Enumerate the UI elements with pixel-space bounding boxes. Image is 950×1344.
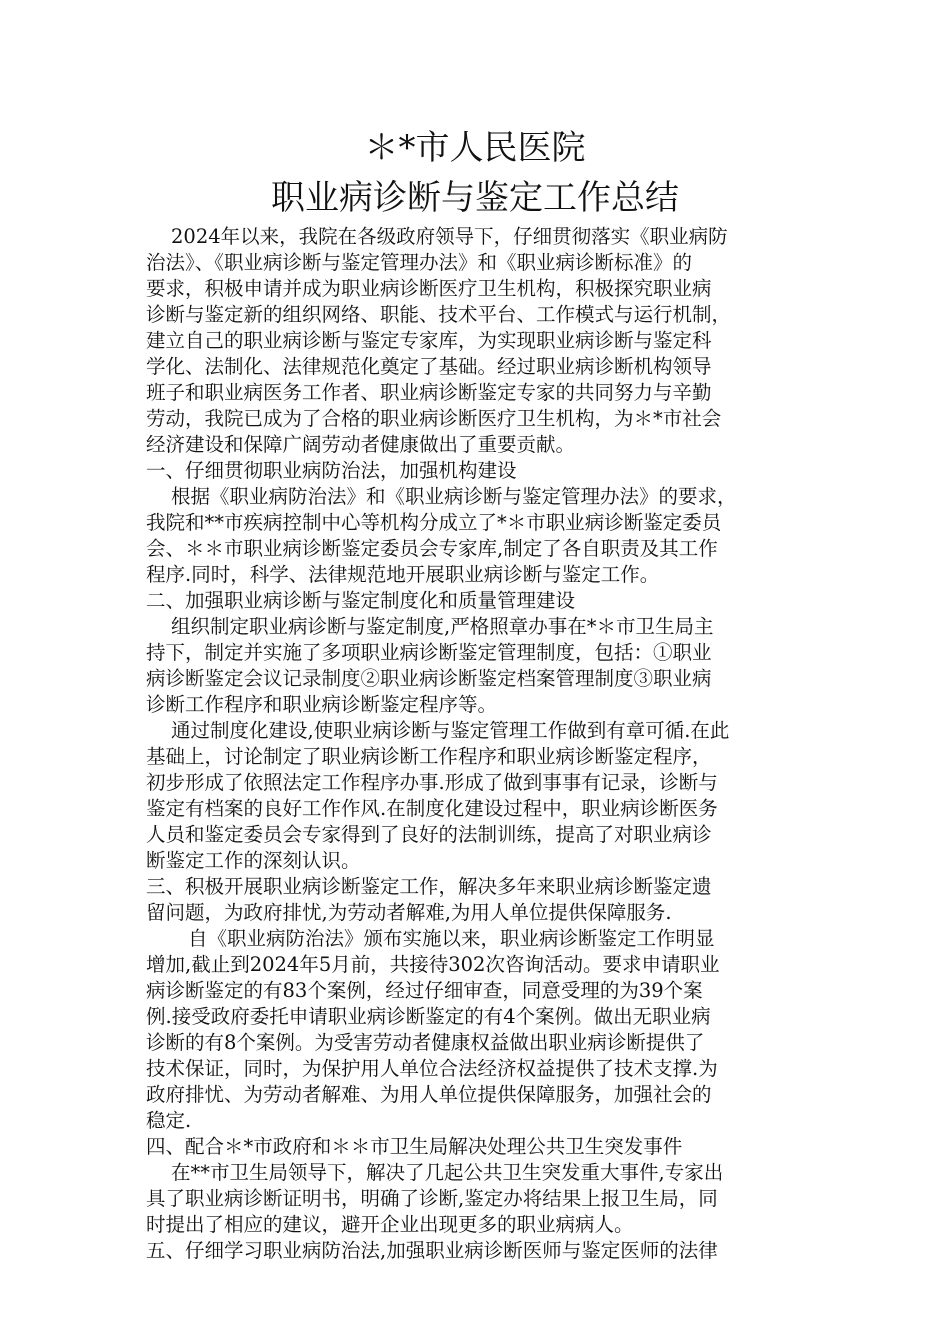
body-line: 会、＊＊市职业病诊断鉴定委员会专家库,制定了各自职责及其工作 bbox=[146, 537, 718, 560]
body-line: 留问题，为政府排忧,为劳动者解难,为用人单位提供保障服务. bbox=[146, 901, 672, 924]
body-line: 自《职业病防治法》颁布实施以来，职业病诊断鉴定工作明显 bbox=[188, 927, 715, 950]
report-body bbox=[146, 224, 816, 1264]
body-line: 稳定. bbox=[146, 1109, 192, 1132]
section-heading-1: 一、仔细贯彻职业病防治法，加强机构建设 bbox=[146, 459, 517, 482]
body-line: 通过制度化建设,使职业病诊断与鉴定管理工作做到有章可循.在此 bbox=[171, 719, 730, 742]
body-line: 劳动，我院已成为了合格的职业病诊断医疗卫生机构，为＊*市社会 bbox=[146, 407, 722, 430]
body-line: 断鉴定工作的深刻认识。 bbox=[146, 849, 361, 872]
body-line: 要求，积极申请并成为职业病诊断医疗卫生机构，积极探究职业病 bbox=[146, 277, 712, 300]
body-line: 学化、法制化、法律规范化奠定了基础。经过职业病诊断机构领导 bbox=[146, 355, 712, 378]
body-line: 诊断与鉴定新的组织网络、职能、技术平台、工作模式与运行机制， bbox=[146, 303, 732, 326]
body-line: 初步形成了依照法定工作程序办事.形成了做到事事有记录，诊断与 bbox=[146, 771, 718, 794]
body-line: 诊断工作程序和职业病诊断鉴定程序等。 bbox=[146, 693, 498, 716]
section-heading-2: 二、加强职业病诊断与鉴定制度化和质量管理建设 bbox=[146, 589, 576, 612]
body-line: 班子和职业病医务工作者、职业病诊断鉴定专家的共同努力与辛勤 bbox=[146, 381, 712, 404]
report-title: 职业病诊断与鉴定工作总结 bbox=[271, 178, 679, 218]
section-heading-5: 五、仔细学习职业病防治法,加强职业病诊断医师与鉴定医师的法律 bbox=[146, 1239, 718, 1262]
body-line: 经济建设和保障广阔劳动者健康做出了重要贡献。 bbox=[146, 433, 576, 456]
body-line: 病诊断鉴定的有83个案例，经过仔细审查，同意受理的为39个案 bbox=[146, 979, 703, 1002]
body-line: 例.接受政府委托申请职业病诊断鉴定的有4个案例。做出无职业病 bbox=[146, 1005, 711, 1028]
section-heading-3: 三、积极开展职业病诊断鉴定工作，解决多年来职业病诊断鉴定遗 bbox=[146, 875, 712, 898]
body-line: 时提出了相应的建议，避开企业出现更多的职业病病人。 bbox=[146, 1213, 634, 1236]
body-line: 根据《职业病防治法》和《职业病诊断与鉴定管理办法》的要求， bbox=[171, 485, 737, 508]
body-line: 2024年以来，我院在各级政府领导下，仔细贯彻落实《职业病防 bbox=[171, 225, 728, 248]
body-line: 建立自己的职业病诊断与鉴定专家库，为实现职业病诊断与鉴定科 bbox=[146, 329, 712, 352]
body-line: 程序.同时，科学、法律规范地开展职业病诊断与鉴定工作。 bbox=[146, 563, 660, 586]
body-line: 我院和**市疾病控制中心等机构分成立了*＊市职业病诊断鉴定委员 bbox=[146, 511, 722, 534]
body-line: 增加,截止到2024年5月前，共接待302次咨询活动。要求申请职业 bbox=[146, 953, 720, 976]
body-line: 在**市卫生局领导下，解决了几起公共卫生突发重大事件,专家出 bbox=[171, 1161, 724, 1184]
body-line: 持下，制定并实施了多项职业病诊断鉴定管理制度，包括：①职业 bbox=[146, 641, 712, 664]
body-line: 鉴定有档案的良好工作作风.在制度化建设过程中，职业病诊断医务 bbox=[146, 797, 718, 820]
body-line: 具了职业病诊断证明书，明确了诊断,鉴定办将结果上报卫生局，同 bbox=[146, 1187, 718, 1210]
body-line: 技术保证，同时，为保护用人单位合法经济权益提供了技术支撑.为 bbox=[146, 1057, 718, 1080]
body-line: 组织制定职业病诊断与鉴定制度,严格照章办事在*＊市卫生局主 bbox=[171, 615, 714, 638]
body-line: 治法》、《职业病诊断与鉴定管理办法》和《职业病诊断标准》的 bbox=[146, 251, 693, 274]
hospital-title: ＊*市人民医院 bbox=[364, 128, 586, 168]
section-heading-4: 四、配合＊*市政府和＊＊市卫生局解决处理公共卫生突发事件 bbox=[146, 1135, 683, 1158]
body-line: 基础上，讨论制定了职业病诊断工作程序和职业病诊断鉴定程序， bbox=[146, 745, 712, 768]
body-line: 人员和鉴定委员会专家得到了良好的法制训练，提高了对职业病诊 bbox=[146, 823, 712, 846]
body-line: 病诊断鉴定会议记录制度②职业病诊断鉴定档案管理制度③职业病 bbox=[146, 667, 712, 690]
body-line: 政府排忧、为劳动者解难、为用人单位提供保障服务，加强社会的 bbox=[146, 1083, 712, 1106]
body-line: 诊断的有8个案例。为受害劳动者健康权益做出职业病诊断提供了 bbox=[146, 1031, 705, 1054]
